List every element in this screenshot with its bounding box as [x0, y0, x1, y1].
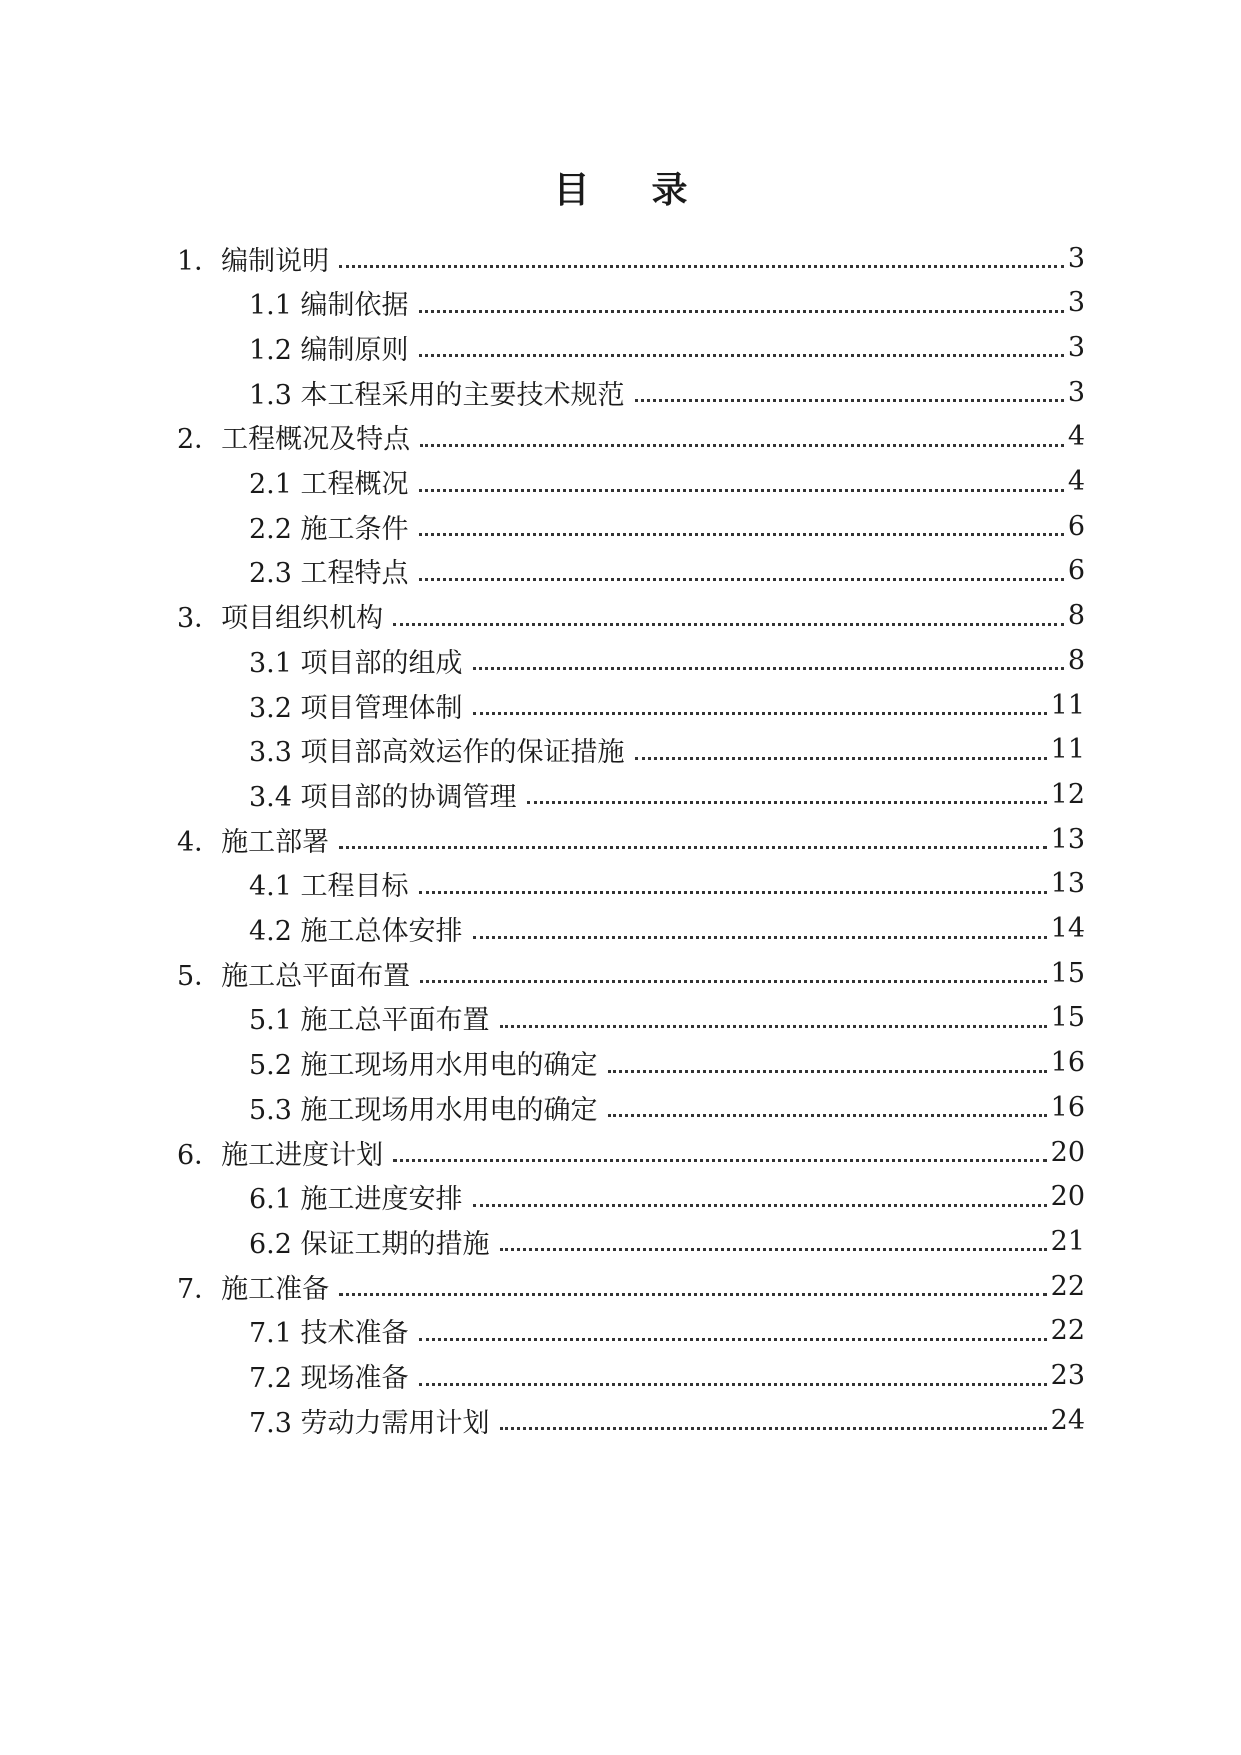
- toc-entry-page: 20: [1050, 1136, 1085, 1168]
- toc-entry-page: 8: [1067, 600, 1085, 632]
- toc-entry-label: 2.2 施工条件: [249, 513, 409, 545]
- toc-entry-page: 22: [1050, 1270, 1085, 1302]
- toc-dot-leader: [419, 864, 1047, 904]
- toc-entry-label: 6.1 施工进度安排: [249, 1184, 463, 1216]
- toc-entry-page: 14: [1050, 913, 1085, 944]
- toc-entry-page: 20: [1050, 1181, 1085, 1213]
- toc-dot-leader: [339, 238, 1064, 278]
- toc-dot-leader: [635, 372, 1064, 412]
- toc-entry-page: 6: [1067, 555, 1085, 587]
- toc-entry[interactable]: [177, 819, 1085, 859]
- toc-entry[interactable]: [249, 998, 1085, 1038]
- toc-entry-label: 1．编制说明: [177, 245, 330, 277]
- toc-entry-page: 3: [1067, 242, 1085, 274]
- toc-entry[interactable]: [249, 774, 1085, 814]
- toc-dot-leader: [420, 953, 1046, 993]
- toc-entry-label: 7.3 劳动力需用计划: [249, 1407, 490, 1439]
- toc-entry[interactable]: [249, 283, 1085, 323]
- toc-entry[interactable]: [177, 953, 1085, 993]
- toc-entry-page: 6: [1067, 510, 1085, 542]
- toc-dot-leader: [527, 774, 1047, 814]
- toc-entry[interactable]: [177, 238, 1085, 278]
- toc-dot-leader: [339, 1266, 1046, 1306]
- toc-entry[interactable]: [249, 730, 1085, 770]
- toc-entry-label: 3.4 项目部的协调管理: [249, 781, 517, 813]
- toc-entry-label: 1.3 本工程采用的主要技术规范: [249, 379, 625, 411]
- toc-dot-leader: [635, 730, 1047, 770]
- toc-entry-page: 8: [1067, 644, 1085, 676]
- toc-dot-leader: [393, 596, 1064, 636]
- toc-entry-page: 15: [1050, 957, 1085, 989]
- toc-entry[interactable]: [177, 1132, 1085, 1172]
- toc-dot-leader: [393, 1132, 1046, 1172]
- toc-entry-label: 5.3 施工现场用水用电的确定: [249, 1094, 598, 1126]
- toc-entry-page: 15: [1050, 1002, 1085, 1034]
- toc-entry-page: 13: [1050, 868, 1085, 900]
- toc-dot-leader: [500, 1400, 1047, 1440]
- toc-entry-label: 7．施工准备: [177, 1273, 330, 1305]
- toc-dot-leader: [473, 685, 1047, 725]
- toc-dot-leader: [419, 283, 1064, 323]
- toc-entry-page: 16: [1050, 1047, 1085, 1079]
- toc-entry-label: 2.1 工程概况: [249, 469, 409, 500]
- toc-entry-label: 4．施工部署: [177, 826, 330, 858]
- toc-entry[interactable]: [177, 417, 1085, 457]
- toc-entry-label: 4.1 工程目标: [249, 871, 409, 903]
- toc-entry[interactable]: [249, 1311, 1085, 1351]
- toc-entry[interactable]: [249, 685, 1085, 725]
- toc-entry-page: 12: [1050, 778, 1085, 810]
- toc-entry[interactable]: [249, 909, 1085, 949]
- toc-entry[interactable]: [177, 596, 1085, 636]
- toc-entry[interactable]: [249, 462, 1085, 502]
- toc-entry-page: 11: [1050, 689, 1085, 721]
- toc-entry[interactable]: [249, 1356, 1085, 1396]
- toc-entry-label: 5．施工总平面布置: [177, 960, 411, 992]
- toc-entry-page: 4: [1067, 466, 1085, 497]
- toc-entry-label: 7.1 技术准备: [249, 1318, 409, 1350]
- toc-title-char: 录: [651, 169, 688, 211]
- toc-entry-page: 23: [1050, 1360, 1085, 1391]
- toc-entry[interactable]: [249, 551, 1085, 591]
- toc-entry[interactable]: [249, 327, 1085, 367]
- toc-dot-leader: [473, 1177, 1047, 1217]
- toc-dot-leader: [500, 1221, 1047, 1261]
- toc-entry-label: 2.3 工程特点: [249, 558, 409, 590]
- toc-entry-label: 4.2 施工总体安排: [249, 916, 463, 947]
- toc-dot-leader: [500, 998, 1047, 1038]
- toc-entry-label: 3.2 项目管理体制: [249, 692, 463, 724]
- toc-dot-leader: [473, 640, 1064, 680]
- toc-entry-page: 21: [1050, 1225, 1085, 1257]
- toc-dot-leader: [420, 417, 1064, 457]
- toc-dot-leader: [419, 551, 1064, 591]
- toc-entry-label: 3．项目组织机构: [177, 603, 384, 635]
- toc-entry-page: 13: [1050, 823, 1085, 855]
- toc-entry[interactable]: [249, 864, 1085, 904]
- toc-entry-label: 3.1 项目部的组成: [249, 647, 463, 679]
- toc-entry[interactable]: [177, 1266, 1085, 1306]
- toc-entry-label: 2．工程概况及特点: [177, 424, 411, 456]
- toc-entry[interactable]: [249, 1400, 1085, 1440]
- toc-entry[interactable]: [249, 1221, 1085, 1261]
- toc-dot-leader: [419, 327, 1064, 367]
- toc-entry[interactable]: [249, 1177, 1085, 1217]
- toc-dot-leader: [419, 506, 1064, 546]
- toc-entry[interactable]: [249, 1087, 1085, 1127]
- toc-entry-label: 1.2 编制原则: [249, 334, 409, 366]
- toc-entry-page: 4: [1067, 421, 1085, 453]
- toc-dot-leader: [608, 1043, 1047, 1083]
- toc-entry-page: 22: [1050, 1315, 1085, 1347]
- toc-title: [0, 162, 1241, 213]
- toc-dot-leader: [608, 1087, 1047, 1127]
- toc-entry-label: 6.2 保证工期的措施: [249, 1228, 490, 1260]
- toc-dot-leader: [419, 1356, 1047, 1396]
- toc-entry[interactable]: [249, 506, 1085, 546]
- toc-entry-page: 3: [1067, 376, 1085, 408]
- toc-entry-page: 11: [1050, 734, 1085, 766]
- toc-entry-page: 3: [1067, 331, 1085, 363]
- toc-entry-label: 7.2 现场准备: [249, 1363, 409, 1394]
- toc-dot-leader: [473, 909, 1047, 949]
- toc-entry-page: 16: [1050, 1091, 1085, 1123]
- toc-entry-label: 6．施工进度计划: [177, 1139, 384, 1171]
- toc-title-char: 目: [553, 169, 590, 211]
- toc-entry-page: 24: [1050, 1404, 1085, 1436]
- toc-entry-label: 1.1 编制依据: [249, 290, 409, 322]
- toc-entry[interactable]: [249, 372, 1085, 412]
- toc-entry-page: 3: [1067, 287, 1085, 319]
- toc-dot-leader: [419, 462, 1064, 502]
- toc-entry[interactable]: [249, 640, 1085, 680]
- toc-entry-label: 5.1 施工总平面布置: [249, 1005, 490, 1037]
- toc-entry[interactable]: [249, 1043, 1085, 1083]
- toc-dot-leader: [419, 1311, 1047, 1351]
- toc-dot-leader: [339, 819, 1046, 859]
- toc-entry-label: 5.2 施工现场用水用电的确定: [249, 1050, 598, 1082]
- toc-entry-label: 3.3 项目部高效运作的保证措施: [249, 737, 625, 769]
